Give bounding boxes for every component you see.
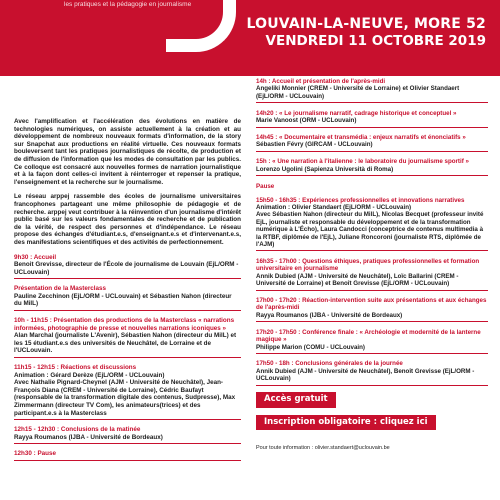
divider	[14, 310, 241, 311]
schedule-detail: Benoit Grevisse, directeur de l'École de journalisme de Louvain (EjL/ORM - UCLouvain)	[14, 261, 239, 276]
schedule-item	[14, 450, 241, 461]
divider	[256, 250, 488, 251]
divider	[14, 419, 241, 420]
afternoon-schedule	[256, 78, 488, 176]
schedule-time: 17h50 - 18h : Conclusions générales de la journée	[256, 360, 403, 368]
divider	[256, 151, 488, 152]
schedule-item	[14, 364, 241, 420]
schedule-time: Présentation de la Masterclass	[14, 285, 107, 293]
schedule-detail: Animation : Gérard Derèze (EjL/ORM - UCLouvain) Avec Nathalie Pignard-Cheynel (AJM - Université de Neuchâtel), Jean-François Diana (CREM - Université de Lorraine), Cédric Baufayt (responsable de la transformation digitale des contenus, Sudpresse), Max Zimmermann (directeur TV Com), les animateurs(trices) et des participant.e.s à la Masterclass	[14, 371, 236, 417]
schedule-time: 12h15 - 12h30 : Conclusions de la matinée	[14, 426, 141, 434]
schedule-item	[14, 317, 241, 358]
schedule-detail: Alan Marchal (journaliste L'Avenir), Sébastien Nahon (directeur du MilL) et les 15 étudiant.e.s des universités de Neuchâtel, de Lorraine et de l'UCLouvain.	[14, 332, 237, 355]
schedule-item	[14, 254, 241, 280]
divider	[256, 127, 488, 128]
schedule-time: 15h50 - 16h35 : Expériences professionnelles et innovations narratives	[256, 196, 465, 204]
divider	[14, 357, 241, 358]
afternoon-schedule-2	[256, 197, 488, 386]
schedule-time: 11h15 - 12h15 : Réactions et discussions	[14, 364, 137, 372]
schedule-detail: Animation : Olivier Standaert (EjL/ORM - UCLouvain) Avec Sébastien Nahon (directeur du MilL), Nicolas Becquet (professeur invité EjL, journaliste et responsable du développement et de la transformation numérique à L'Écho), Laura Candocci (conceptrice de contenus multimedia à la RTBF, diplômée de l'EjL), Juliane Roncoroni (journaliste RTS, diplômée de l'AJM)	[256, 203, 484, 248]
schedule-item	[256, 258, 488, 291]
left-column	[14, 118, 241, 467]
event-location: LOUVAIN-LA-NEUVE, MORE 52	[246, 16, 486, 32]
right-column	[256, 78, 488, 452]
schedule-time: 14h : Accueil et présentation de l'après-midi	[256, 78, 386, 85]
schedule-detail: Rayya Roumanos (IJBA - Université de Bordeaux)	[14, 433, 163, 441]
schedule-item	[256, 329, 488, 354]
pause-label: Pause	[256, 182, 275, 190]
schedule-time: 15h : « Une narration à l'italienne : le laboratoire du journalisme sportif »	[256, 158, 469, 166]
divider	[14, 460, 241, 461]
event-date: VENDREDI 11 OCTOBRE 2019	[265, 33, 486, 49]
schedule-detail: Angeliki Monnier (CREM - Université de Lorraine) et Olivier Standaert (EjL/ORM - UCLouvain)	[256, 85, 460, 100]
signup-button[interactable]: Inscription obligatoire : cliquez ici	[256, 415, 436, 430]
divider	[256, 353, 488, 354]
divider	[256, 102, 488, 103]
schedule-time: 14h20 : « Le journalisme narratif, cadrage historique et conceptuel »	[256, 109, 457, 117]
schedule-item	[256, 197, 488, 252]
schedule-detail: Lorenzo Ugolini (Sapienza Università di Roma)	[256, 165, 394, 173]
intro-paragraph: Avec l'amplification et l'accélération des évolutions en matière de technologies numériques, on assiste actuellement à la création et au développement de nombreux nouveaux formats d'information, de la story sur Snapchat aux productions en réalité virtuelle. Ces nouveaux formats bouleversent tant les pratiques journalistiques de récolte, de production et de diffusion de l'information que les modes de consultation par les publics. Ce colloque est consacré aux nouvelles formes de narration journalistique et à la façon dont celles-ci invitent à réinterroger et repenser la pratique, l'enseignement et la recherche sur le journalisme.	[14, 118, 241, 186]
schedule-detail: Philippe Marion (COMU - UCLouvain)	[256, 343, 365, 351]
schedule-item	[256, 297, 488, 322]
divider	[256, 385, 488, 386]
schedule-time: 17h00 - 17h20 : Réaction-intervention suite aux présentations et aux échanges de l'après-midi	[256, 297, 487, 312]
header-tagline: les pratiques et la pédagogie en journalisme	[64, 1, 192, 8]
divider	[14, 443, 241, 444]
schedule-detail: Pauline Zecchinon (EjL/ORM - UCLouvain) et Sébastien Nahon (directeur du MilL)	[14, 292, 232, 308]
network-paragraph: Le réseau arppej rassemble des écoles de journalisme universitaires francophones partageant une même philosophie de pédagogie et de recherche. arppej veut contribuer à la réinvention d'un journalisme d'intérêt public basé sur les valeurs fondamentales de recherche et de publication de la vérité, de respect des personnes et d'indépendance. Le réseau propose des échanges d'étudiant.e.s, d'enseignant.e.s et d'intervenant.e.s, des manifestations scientifiques et des activités de perfectionnement.	[14, 193, 241, 246]
schedule-time: 9h30 : Accueil	[14, 253, 57, 261]
schedule-item	[256, 78, 488, 103]
schedule-detail: Rayya Roumanos (IJBA - Université de Bordeaux)	[256, 311, 403, 319]
header-banner	[0, 0, 500, 76]
schedule-time: 16h35 - 17h00 : Questions éthiques, pratiques professionnelles et formation universitaire en journalisme	[256, 257, 480, 273]
schedule-detail: Marie Vanoost (ORM - UCLouvain)	[256, 117, 357, 125]
schedule-time: 14h45 : « Documentaire et transmédia : enjeux narratifs et énonciatifs »	[256, 134, 466, 142]
free-access-badge: Accès gratuit	[256, 392, 336, 407]
schedule-detail: Sébastien Févry (GIRCAM - UCLouvain)	[256, 141, 373, 149]
schedule-item	[256, 360, 488, 385]
divider	[14, 278, 241, 279]
divider	[256, 175, 488, 176]
morning-schedule	[14, 254, 241, 461]
schedule-detail: Annik Dubied (AJM - Université de Neuchâtel), Benoît Grevisse (EjL/ORM - UCLouvain)	[256, 367, 475, 383]
schedule-item	[14, 285, 241, 311]
divider	[256, 290, 488, 291]
schedule-item	[256, 158, 488, 176]
schedule-item	[256, 134, 488, 152]
logo-mark	[166, 0, 236, 52]
schedule-item	[14, 426, 241, 444]
schedule-time: 10h - 11h15 : Présentation des productions de la Masterclass « narrations informées, photographie de presse et nouvelles narrations iconiques »	[14, 317, 235, 332]
schedule-time: 12h30 : Pause	[14, 450, 57, 458]
divider	[256, 321, 488, 322]
contact-line: Pour toute information : olivier.standaert@uclouvain.be	[256, 445, 390, 451]
schedule-time: 17h20 - 17h50 : Conférence finale : « Archéologie et modernité de la lanterne magique »	[256, 328, 481, 344]
schedule-item	[256, 110, 488, 128]
schedule-detail: Annik Dubied (AJM - Université de Neuchâtel), Loïc Ballarini (CREM - Université de Lorraine) et Benoît Grevisse (EjL/ORM - UCLouvain)	[256, 272, 459, 288]
